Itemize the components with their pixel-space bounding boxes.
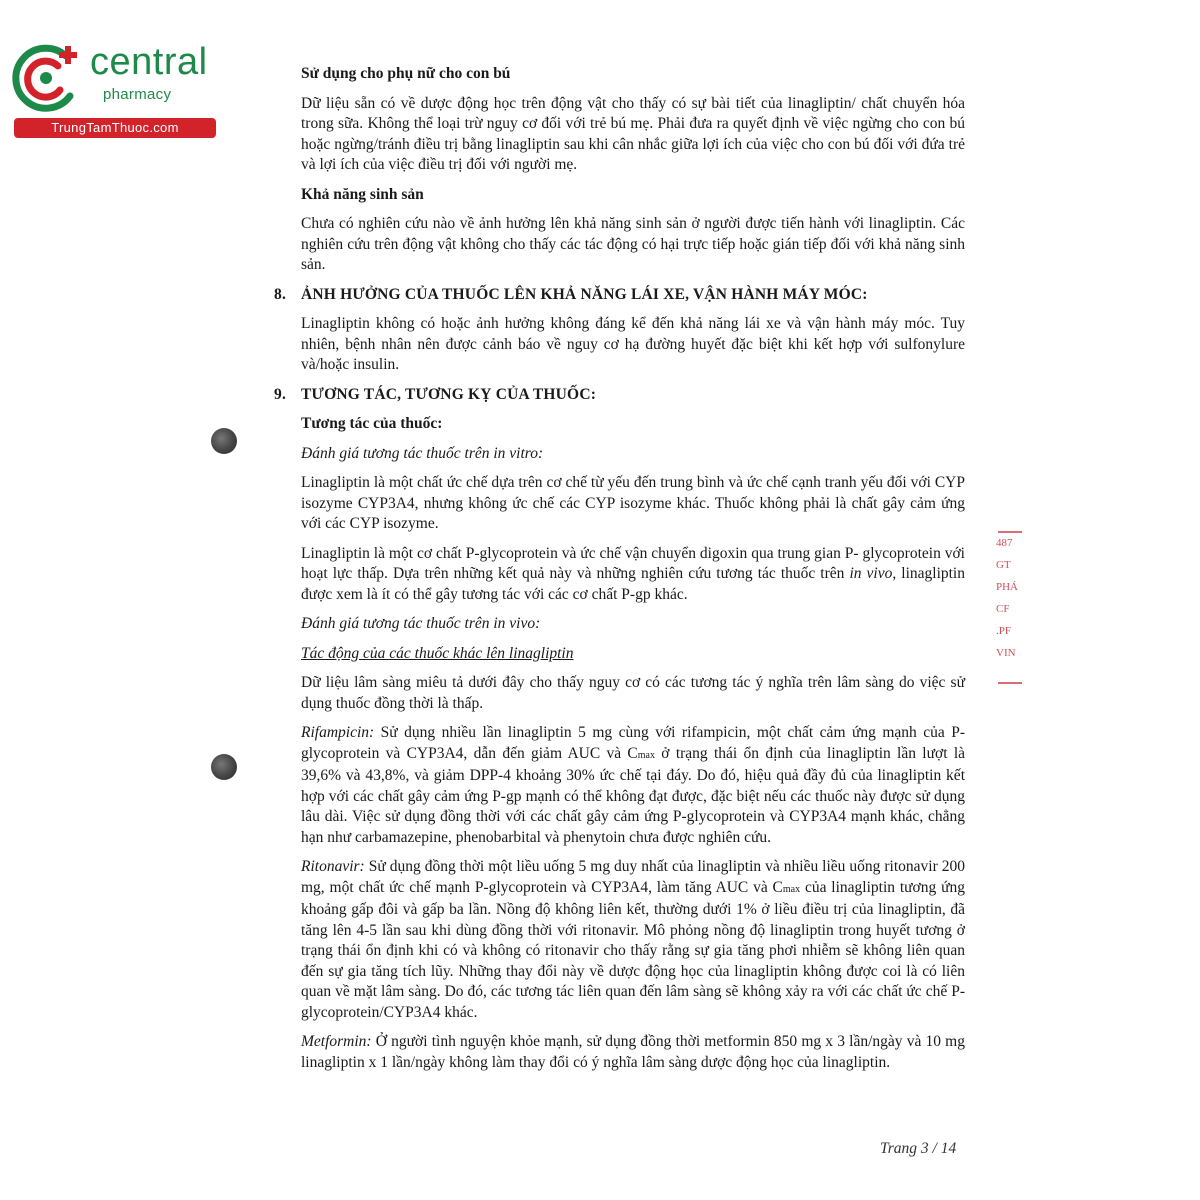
section-9-heading: [274, 385, 965, 406]
drug-label: Metformin:: [301, 1033, 372, 1050]
metformin-paragraph: [301, 1032, 965, 1073]
fertility-paragraph: Chưa có nghiên cứu nào về ảnh hưởng lên khả năng sinh sản ở người được tiến hành với linagliptin. Các nghiên cứu trên động vật không cho thấy các tác động có hại trực tiếp hoặc gián tiếp đối với khả năng sinh sản.: [301, 215, 965, 273]
stamp-line-text: GT: [996, 559, 1011, 571]
text-run: Ở người tình nguyện khỏe mạnh, sử dụng đồng thời metformin 850 mg x 3 lần/ngày và 10 mg linagliptin x 1 lần/ngày không làm thay đổi có ý nghĩa lâm sàng dược động học của linagliptin.: [301, 1033, 965, 1071]
breastfeeding-paragraph: Dữ liệu sẵn có về dược động học trên động vật cho thấy có sự bài tiết của linagliptin/ chất chuyển hóa trong sữa. Không thể loại trừ nguy cơ đối với trẻ bú mẹ. Phải đưa ra quyết định về việc ngừng cho con bú hoặc ngừng/tránh điều trị bằng linagliptin sau khi cân nhắc giữa lợi ích của việc cho con bú đối với đứa trẻ và lợi ích của việc điều trị đối với người mẹ.: [301, 94, 965, 173]
rifampicin-paragraph: [301, 723, 965, 848]
stamp-border: [998, 531, 1022, 533]
other-drugs-heading: Tác động của các thuốc khác lên linagliptin: [301, 644, 574, 662]
central-pharmacy-logo-mark-icon: [8, 38, 88, 118]
stamp-line-text: 487: [996, 537, 1013, 549]
subscript: max: [782, 883, 801, 895]
text-run: của linagliptin tương ứng khoảng gấp đôi và gấp ba lần. Nồng độ không liên kết, thường dưới 1% ở liều điều trị của linagliptin, đã tăng lên 4-5 lần sau khi dùng đồng thời với ritonavir. Mô phỏng nồng độ linagliptin trong huyết tương ở trạng thái ổn định khi có và không có ritonavir cho thấy rằng sự gia tăng phơi nhiễm sẽ không liên quan đến sự gia tăng tích lũy. Những thay đổi này về dược động học của linagliptin không được coi là có liên quan về mặt lâm sàng. Do đó, các tương tác liên quan đến lâm sàng sẽ không xảy ra với các chất ức chế P-glycoprotein/CYP3A4 khác.: [301, 878, 965, 1021]
document-body: [274, 64, 966, 1082]
section-8-paragraph: Linagliptin không có hoặc ảnh hưởng không đáng kể đến khả năng lái xe và vận hành máy móc. Tuy nhiên, bệnh nhân nên được cảnh báo về nguy cơ hạ đường huyết đặc biệt khi kết hợp với sulfonylure và/hoặc insulin.: [301, 315, 965, 373]
text-run: Linagliptin là một cơ chất P-glycoprotein và ức chế vận chuyển digoxin qua trung gian P- glycoprotein với hoạt lực thấp. Dựa trên những kết quả này và những nghiên cứu tương tác thuốc trên: [301, 544, 965, 582]
text-run: Sử dụng đồng thời một liều uống 5 mg duy nhất của linagliptin và nhiều liều uống ritonavir 200 mg, một chất ức chế mạnh P-glycoprotein và CYP3A4, làm tăng AUC và C: [301, 858, 965, 896]
ritonavir-paragraph: [301, 857, 965, 1023]
text-run: Sử dụng nhiều lần linagliptin 5 mg cùng với rifampicin, một chất cảm ứng mạnh của P-glycoprotein và CYP3A4, dẫn đến giảm AUC và C: [301, 724, 965, 762]
stamp-line-text: .PF: [996, 625, 1011, 637]
logo-website-link[interactable]: TrungTamThuoc.com: [14, 118, 216, 138]
section-number: 9.: [274, 385, 287, 403]
page-number: Trang 3 / 14: [880, 1140, 957, 1157]
interactions-heading: Tương tác của thuốc:: [301, 415, 443, 432]
drug-label: Ritonavir:: [301, 858, 365, 875]
stamp-line-text: CF: [996, 603, 1010, 615]
stamp-fragment: [996, 532, 1026, 664]
logo-wordmark: central: [90, 41, 208, 83]
in-vitro-paragraph: Linagliptin là một chất ức chế dựa trên cơ chế từ yếu đến trung bình và ức chế cạnh tranh yếu đối với CYP isozyme CYP3A4, nhưng không ức chế các CYP isozyme khác. Thuốc không phải là chất gây cảm ứng với các CYP isozyme.: [301, 474, 965, 532]
fertility-heading: Khả năng sinh sản: [301, 185, 424, 203]
section-8-heading: [274, 285, 965, 306]
text-run: , linagliptin được xem là ít có thể gây tương tác với các cơ chất P-gp khác.: [301, 565, 965, 603]
in-vitro-heading: Đánh giá tương tác thuốc trên in vitro:: [301, 444, 544, 462]
in-vivo-heading: Đánh giá tương tác thuốc trên in vivo:: [301, 615, 541, 632]
subscript: max: [637, 749, 655, 761]
stamp-line-text: VIN: [996, 647, 1016, 659]
breastfeeding-heading: Sử dụng cho phụ nữ cho con bú: [301, 65, 511, 82]
text-run-italic: in vivo: [849, 565, 893, 582]
logo-subtitle: pharmacy: [103, 86, 172, 103]
section-title: ẢNH HƯỞNG CỦA THUỐC LÊN KHẢ NĂNG LÁI XE, VẬN HÀNH MÁY MÓC:: [301, 285, 868, 303]
stamp-line-text: PHÁ: [996, 581, 1019, 593]
stamp-border: [998, 682, 1022, 684]
section-number: 8.: [274, 285, 287, 303]
punch-hole: [211, 754, 237, 780]
in-vitro-paragraph: [301, 544, 965, 606]
section-title: TƯƠNG TÁC, TƯƠNG KỴ CỦA THUỐC:: [301, 385, 597, 403]
central-pharmacy-logo: [8, 38, 220, 138]
punch-hole: [211, 428, 237, 454]
text-run: ở trạng thái ổn định của linagliptin lần lượt là 39,6% và 43,8%, và giảm DPP-4 khoảng 30% ức chế tại đáy. Do đó, hiệu quả đầy đủ của linagliptin kết hợp với các chất gây cảm ứng P-gp mạnh có thể không đạt được, đặc biệt nếu các thuốc này được sử dụng lâu dài. Việc sử dụng đồng thời với các chất gây cảm ứng P-glycoprotein và CYP3A4 mạnh khác, chẳng hạn như carbamazepine, phenobarbital và phenytoin chưa được nghiên cứu.: [301, 744, 966, 846]
drug-label: Rifampicin:: [301, 724, 375, 741]
clinical-paragraph: Dữ liệu lâm sàng miêu tả dưới đây cho thấy nguy cơ có các tương tác ý nghĩa trên lâm sàng do việc sử dụng thuốc đồng thời là thấp.: [301, 674, 965, 712]
